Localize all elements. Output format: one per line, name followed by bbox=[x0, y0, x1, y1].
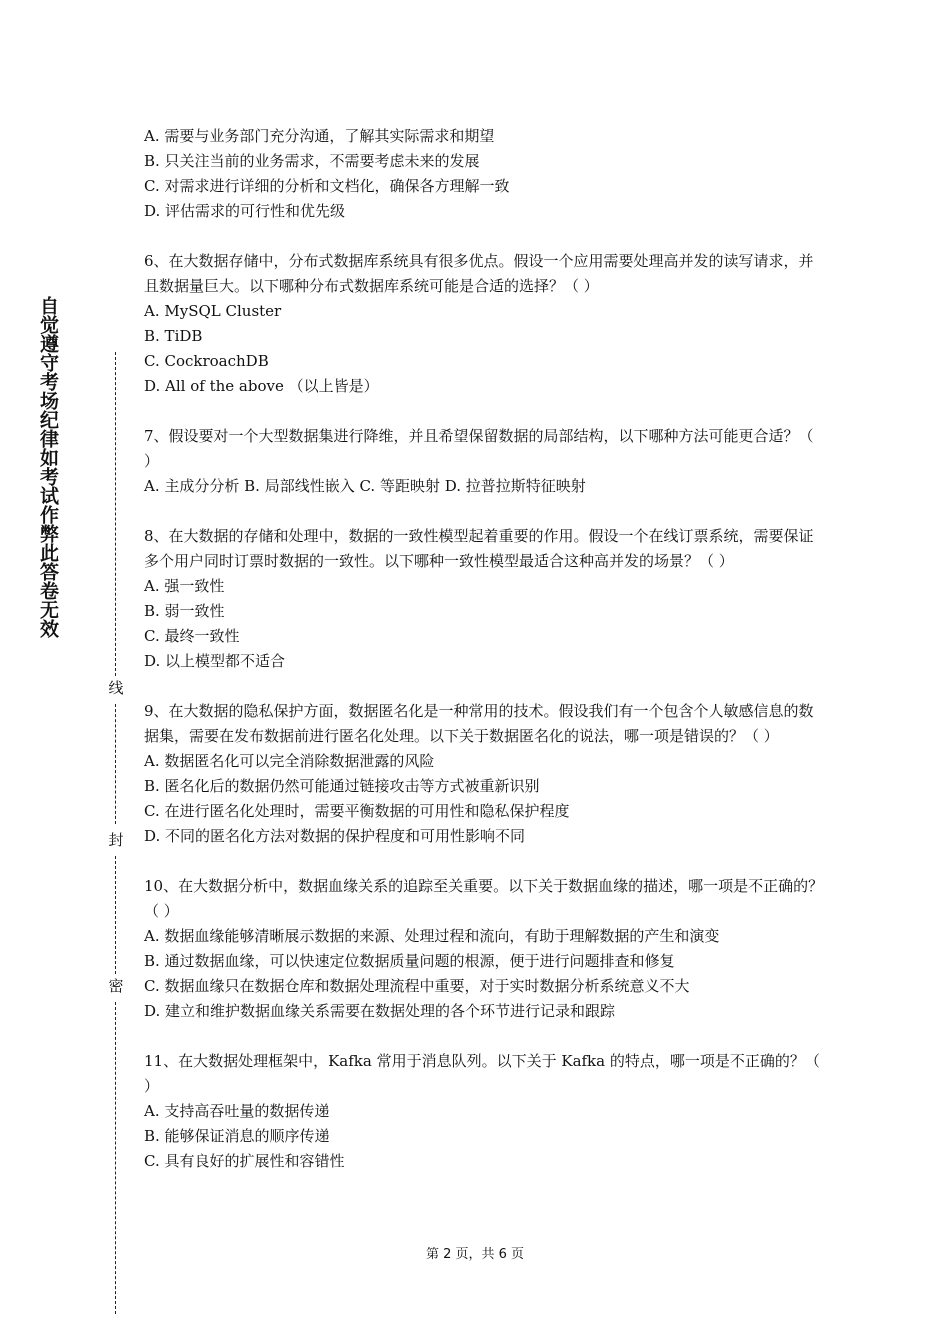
binding-label-seal: 封 bbox=[106, 830, 126, 850]
option-a: A. 数据血缘能够清晰展示数据的来源、处理过程和流向，有助于理解数据的产生和演变 bbox=[144, 927, 720, 945]
question-7 bbox=[144, 424, 824, 499]
option-d: D. 评估需求的可行性和优先级 bbox=[144, 202, 346, 220]
option-a: A. 强一致性 bbox=[144, 577, 225, 595]
option-a: A. 数据匿名化可以完全消除数据泄露的风险 bbox=[144, 752, 435, 770]
option-a: A. 支持高吞吐量的数据传递 bbox=[144, 1102, 330, 1120]
question-stem: 7、假设要对一个大型数据集进行降维，并且希望保留数据的局部结构，以下哪种方法可能更合适？（ ） bbox=[144, 427, 814, 470]
question-content bbox=[144, 124, 824, 1174]
question-10 bbox=[144, 874, 824, 1024]
question-stem: 9、在大数据的隐私保护方面，数据匿名化是一种常用的技术。假设我们有一个包含个人敏感信息的数据集，需要在发布数据前进行匿名化处理。以下关于数据匿名化的说法，哪一项是错误的？（ ） bbox=[144, 702, 814, 745]
binding-dashed-line bbox=[115, 1002, 116, 1314]
binding-label-secret: 密 bbox=[106, 976, 126, 996]
option-b: B. 能够保证消息的顺序传递 bbox=[144, 1127, 330, 1145]
option-d: D. 不同的匿名化方法对数据的保护程度和可用性影响不同 bbox=[144, 827, 526, 845]
question-stem: 10、在大数据分析中，数据血缘关系的追踪至关重要。以下关于数据血缘的描述，哪一项是不正确的？（ ） bbox=[144, 877, 824, 920]
option-a: A. 需要与业务部门充分沟通，了解其实际需求和期望 bbox=[144, 127, 495, 145]
question-9 bbox=[144, 699, 824, 849]
option-b: B. 匿名化后的数据仍然可能通过链接攻击等方式被重新识别 bbox=[144, 777, 540, 795]
question-stem: 11、在大数据处理框架中，Kafka 常用于消息队列。以下关于 Kafka 的特点，哪一项是不正确的？（ ） bbox=[144, 1052, 820, 1095]
options-inline: A. 主成分分析 B. 局部线性嵌入 C. 等距映射 D. 拉普拉斯特征映射 bbox=[144, 477, 586, 495]
option-b: B. 弱一致性 bbox=[144, 602, 225, 620]
question-11 bbox=[144, 1049, 824, 1174]
page-number-footer: 第 2 页，共 6 页 bbox=[425, 1247, 525, 1262]
question-stem: 6、在大数据存储中，分布式数据库系统具有很多优点。假设一个应用需要处理高并发的读写请求，并且数据量巨大。以下哪种分布式数据库系统可能是合适的选择？（ ） bbox=[144, 252, 814, 295]
option-d: D. 建立和维护数据血缘关系需要在数据处理的各个环节进行记录和跟踪 bbox=[144, 1002, 616, 1020]
binding-dashed-line bbox=[115, 856, 116, 974]
binding-label-line: 线 bbox=[106, 678, 126, 698]
question-5-options bbox=[144, 124, 824, 224]
question-8 bbox=[144, 524, 824, 674]
option-c: C. 数据血缘只在数据仓库和数据处理流程中重要，对于实时数据分析系统意义不大 bbox=[144, 977, 690, 995]
binding-dashed-line bbox=[115, 352, 116, 676]
option-d: D. 以上模型都不适合 bbox=[144, 652, 286, 670]
exam-discipline-notice: 自觉遵守考场纪律如考试作弊此答卷无效 bbox=[37, 296, 59, 638]
option-b: B. 只关注当前的业务需求，不需要考虑未来的发展 bbox=[144, 152, 480, 170]
option-c: C. CockroachDB bbox=[144, 352, 269, 370]
option-c: C. 最终一致性 bbox=[144, 627, 240, 645]
option-b: B. 通过数据血缘，可以快速定位数据质量问题的根源，便于进行问题排查和修复 bbox=[144, 952, 675, 970]
option-a: A. MySQL Cluster bbox=[144, 302, 282, 320]
option-b: B. TiDB bbox=[144, 327, 203, 345]
option-c: C. 具有良好的扩展性和容错性 bbox=[144, 1152, 345, 1170]
option-c: C. 对需求进行详细的分析和文档化，确保各方理解一致 bbox=[144, 177, 510, 195]
binding-dashed-line bbox=[115, 704, 116, 824]
question-6 bbox=[144, 249, 824, 399]
option-c: C. 在进行匿名化处理时，需要平衡数据的可用性和隐私保护程度 bbox=[144, 802, 570, 820]
option-d: D. All of the above （以上皆是） bbox=[144, 377, 379, 395]
question-stem: 8、在大数据的存储和处理中，数据的一致性模型起着重要的作用。假设一个在线订票系统，需要保证多个用户同时订票时数据的一致性。以下哪种一致性模型最适合这种高并发的场景？（ ） bbox=[144, 527, 814, 570]
